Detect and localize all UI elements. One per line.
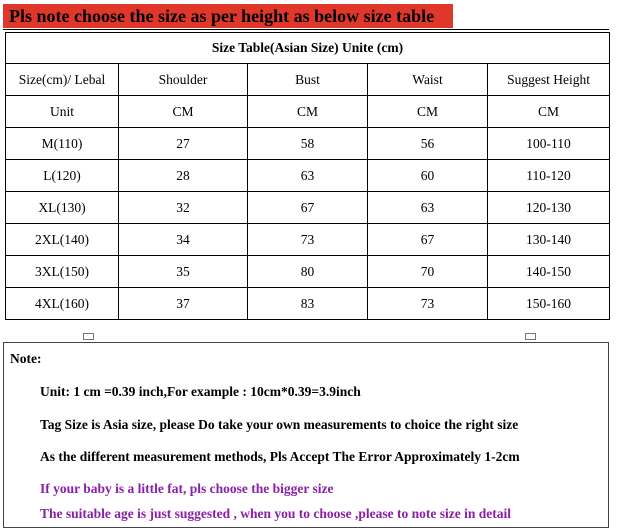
shoulder-value: 37 [119, 288, 248, 320]
table-unit-row [6, 96, 610, 128]
table-title-row [6, 33, 610, 64]
banner-divider [3, 29, 609, 30]
note-age: The suitable age is just suggested , when you to choose ,please to note size in detail [40, 506, 512, 521]
bust-value: 83 [248, 288, 368, 320]
size-label: 2XL(140) [6, 224, 119, 256]
note-error: As the different measurement methods, Pls Accept The Error Approximately 1-2cm [40, 449, 520, 464]
height-value: 150-160 [488, 288, 610, 320]
size-banner [3, 2, 609, 30]
bust-value: 58 [248, 128, 368, 160]
table-row [6, 224, 610, 256]
unit-cell: CM [488, 96, 610, 128]
unit-label: Unit [6, 96, 119, 128]
size-label: 4XL(160) [6, 288, 119, 320]
note-unit: Unit: 1 cm =0.39 inch,For example : 10cm*0.39=3.9inch [40, 384, 361, 399]
bust-value: 63 [248, 160, 368, 192]
waist-value: 63 [368, 192, 488, 224]
table-title: Size Table(Asian Size) Unite (cm) [6, 33, 610, 64]
waist-value: 56 [368, 128, 488, 160]
waist-value: 60 [368, 160, 488, 192]
unit-cell: CM [119, 96, 248, 128]
waist-value: 67 [368, 224, 488, 256]
resize-handle-icon [525, 333, 536, 340]
waist-value: 73 [368, 288, 488, 320]
size-label: 3XL(150) [6, 256, 119, 288]
notes-box [3, 342, 609, 528]
bust-value: 80 [248, 256, 368, 288]
notes-heading: Note: [10, 351, 42, 366]
height-value: 100-110 [488, 128, 610, 160]
note-tag-size: Tag Size is Asia size, please Do take your own measurements to choice the right size [40, 417, 519, 432]
shoulder-value: 27 [119, 128, 248, 160]
size-label: M(110) [6, 128, 119, 160]
resize-handle-icon [83, 333, 94, 340]
height-value: 120-130 [488, 192, 610, 224]
header-size: Size(cm)/ Lebal [6, 64, 119, 96]
height-value: 140-150 [488, 256, 610, 288]
header-suggest-height: Suggest Height [488, 64, 610, 96]
table-row [6, 160, 610, 192]
banner-text: Pls note choose the size as per height as below size table [9, 6, 435, 26]
size-label: XL(130) [6, 192, 119, 224]
shoulder-value: 32 [119, 192, 248, 224]
table-row [6, 256, 610, 288]
shoulder-value: 35 [119, 256, 248, 288]
bust-value: 73 [248, 224, 368, 256]
bust-value: 67 [248, 192, 368, 224]
size-table [5, 32, 610, 320]
header-waist: Waist [368, 64, 488, 96]
table-row [6, 128, 610, 160]
height-value: 110-120 [488, 160, 610, 192]
size-label: L(120) [6, 160, 119, 192]
header-bust: Bust [248, 64, 368, 96]
table-row [6, 288, 610, 320]
unit-cell: CM [248, 96, 368, 128]
shoulder-value: 34 [119, 224, 248, 256]
unit-cell: CM [368, 96, 488, 128]
waist-value: 70 [368, 256, 488, 288]
shoulder-value: 28 [119, 160, 248, 192]
table-header-row [6, 64, 610, 96]
header-shoulder: Shoulder [119, 64, 248, 96]
table-row [6, 192, 610, 224]
height-value: 130-140 [488, 224, 610, 256]
note-bigger-size: If your baby is a little fat, pls choose the bigger size [40, 481, 334, 496]
